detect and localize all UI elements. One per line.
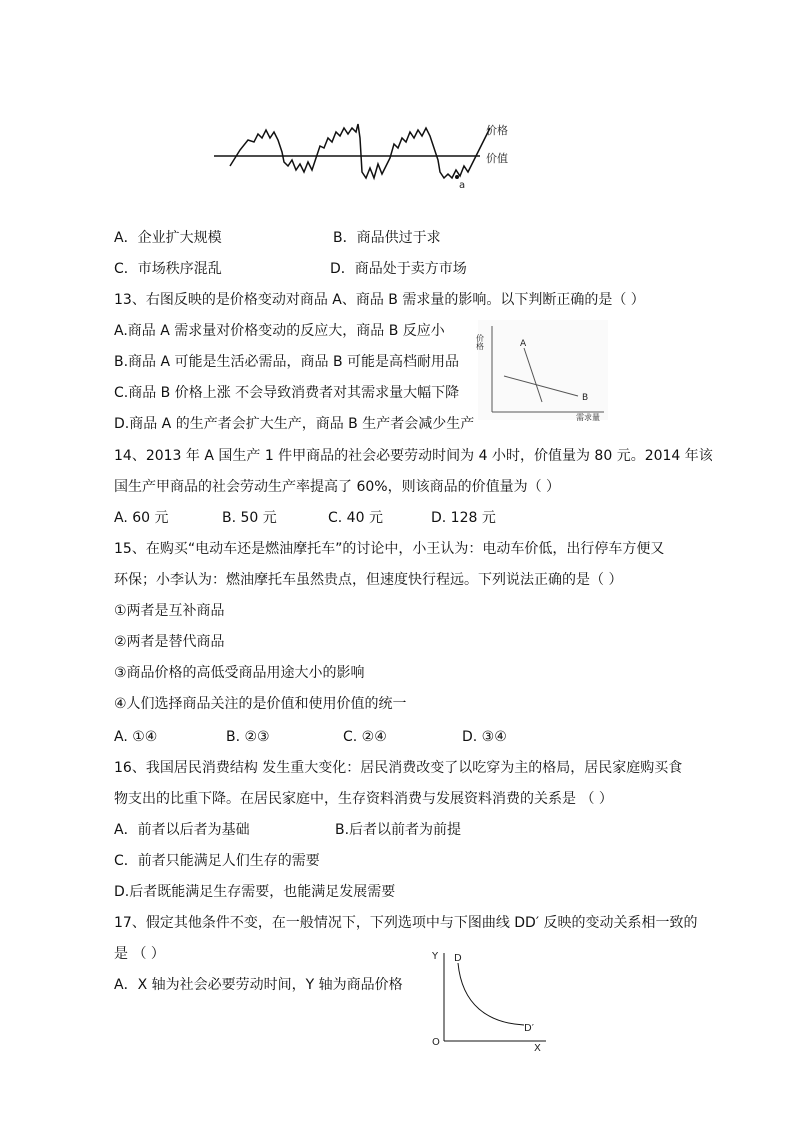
demand-x-label: 需求量 xyxy=(576,413,600,422)
q14-option-a: A. 60 元 xyxy=(114,510,169,526)
q12-option-c: C．市场秩序混乱 xyxy=(114,261,222,277)
q14-option-c: C. 40 元 xyxy=(328,510,383,526)
q16-option-b: B.后者以前者为前提 xyxy=(335,822,462,838)
q14-option-d: D. 128 元 xyxy=(431,510,496,526)
q15-stem-line1: 15、在购买“电动车还是燃油摩托车”的讨论中，小王认为：电动车价低，出行停车方便又 xyxy=(114,541,665,557)
q16-option-d: D.后者既能满足生存需要，也能满足发展需要 xyxy=(114,884,396,900)
q15-stem-line2: 环保；小李认为：燃油摩托车虽然贵点，但速度快行程远。下列说法正确的是（ ） xyxy=(114,572,623,588)
demand-y-label: 价格 xyxy=(475,334,485,350)
q13-stem: 13、右图反映的是价格变动对商品 A、商品 B 需求量的影响。以下判断正确的是（ ） xyxy=(114,292,645,308)
q12-option-b: B．商品供过于求 xyxy=(333,230,441,246)
demand-figure xyxy=(475,320,608,422)
demand-label-a: A xyxy=(520,339,527,349)
q16-option-a: A．前者以后者为基础 xyxy=(114,822,250,838)
q15-statement-1: ①两者是互补商品 xyxy=(114,603,225,619)
q13-option-c: C.商品 B 价格上涨 不会导致消费者对其需求量大幅下降 xyxy=(114,385,460,401)
q15-statement-2: ②两者是替代商品 xyxy=(114,634,225,650)
q15-option-b: B. ②③ xyxy=(226,729,270,745)
q16-stem-line1: 16、我国居民消费结构 发生重大变化：居民消费改变了以吃穿为主的格局，居民家庭购买食 xyxy=(114,760,683,776)
q14-stem-line2: 国生产甲商品的社会劳动生产率提高了 60%，则该商品的价值量为（ ） xyxy=(114,479,561,495)
dd-start-label: D xyxy=(454,953,462,964)
q14-option-b: B. 50 元 xyxy=(222,510,277,526)
q15-option-a: A. ①④ xyxy=(114,729,158,745)
dd-origin-label: O xyxy=(432,1037,440,1048)
q13-option-b: B.商品 A 可能是生活必需品，商品 B 可能是高档耐用品 xyxy=(114,354,460,370)
q12-option-d: D．商品处于卖方市场 xyxy=(330,261,467,277)
price-curve xyxy=(230,124,490,178)
demand-label-b: B xyxy=(582,393,589,403)
q17-option-a: A．X 轴为社会必要劳动时间，Y 轴为商品价格 xyxy=(114,977,403,993)
price-label: 价格 xyxy=(486,124,508,137)
q13-option-a: A.商品 A 需求量对价格变动的反应大，商品 B 反应小 xyxy=(114,323,445,339)
q14-stem-line1: 14、2013 年 A 国生产 1 件甲商品的社会必要劳动时间为 4 小时，价值量为 80 元。2014 年该 xyxy=(114,448,713,464)
q12-option-a: A．企业扩大规模 xyxy=(114,230,222,246)
point-a-label: a xyxy=(459,180,466,191)
q15-option-c: C. ②④ xyxy=(343,729,387,745)
dd-end-label: D′ xyxy=(524,1023,534,1034)
value-label: 价值 xyxy=(486,152,508,165)
q15-option-d: D. ③④ xyxy=(462,729,507,745)
q17-stem-line2: 是 （ ） xyxy=(114,946,165,962)
q16-option-c: C．前者只能满足人们生存的需要 xyxy=(114,853,320,869)
q17-stem-line1: 17、假定其他条件不变，在一般情况下，下列选项中与下图曲线 DD′ 反映的变动关系相一致的 xyxy=(114,915,698,931)
dd-y-label: Y xyxy=(432,951,439,962)
price-value-figure xyxy=(210,118,530,198)
q16-stem-line2: 物支出的比重下降。在居民家庭中，生存资料消费与发展资料消费的关系是 （ ） xyxy=(114,791,613,807)
q15-statement-3: ③商品价格的高低受商品用途大小的影响 xyxy=(114,665,365,681)
q13-option-d: D.商品 A 的生产者会扩大生产，商品 B 生产者会减少生产 xyxy=(114,416,475,432)
dd-x-label: X xyxy=(534,1043,541,1054)
q15-statement-4: ④人们选择商品关注的是价值和使用价值的统一 xyxy=(114,696,407,712)
dd-curve-figure xyxy=(428,945,558,1055)
point-a-marker xyxy=(455,175,459,179)
dd-curve xyxy=(458,963,524,1025)
